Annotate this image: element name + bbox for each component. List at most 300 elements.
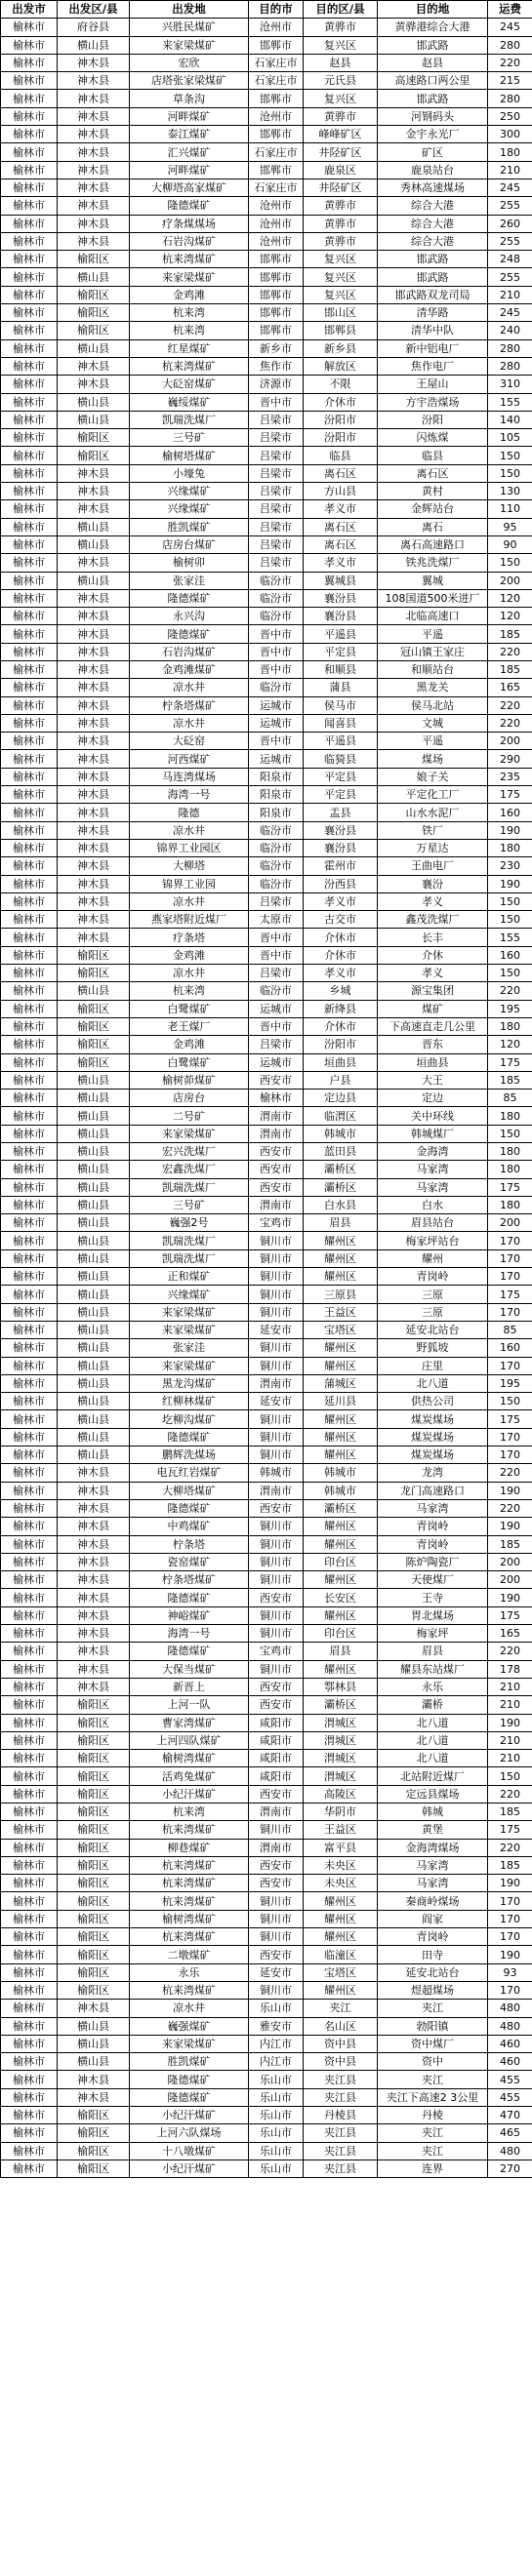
cell-dest-place: 黄村 xyxy=(378,483,488,500)
cell-dest-city: 铜川市 xyxy=(249,1447,304,1464)
cell-freight: 290 xyxy=(488,750,532,768)
cell-freight: 185 xyxy=(488,1071,532,1089)
cell-dest-city: 铜川市 xyxy=(249,1981,304,1999)
cell-dest-city: 西安市 xyxy=(249,1071,304,1089)
cell-freight: 93 xyxy=(488,1963,532,1981)
cell-origin-city: 榆林市 xyxy=(1,1660,58,1678)
table-row xyxy=(1,911,532,929)
cell-dest-district: 平遥县 xyxy=(304,733,378,750)
table-row xyxy=(1,1963,532,1981)
cell-origin-place: 小纪汗煤矿 xyxy=(130,2107,249,2124)
table-row xyxy=(1,2160,532,2177)
cell-origin-district: 横山县 xyxy=(58,1393,130,1410)
cell-dest-city: 临汾市 xyxy=(249,679,304,696)
table-row xyxy=(1,535,532,553)
table-row xyxy=(1,54,532,71)
cell-origin-district: 横山县 xyxy=(58,1178,130,1196)
cell-origin-place: 巍强2号 xyxy=(130,1214,249,1232)
cell-origin-city: 榆林市 xyxy=(1,1125,58,1142)
cell-dest-city: 西安市 xyxy=(249,1499,304,1517)
cell-origin-district: 神木县 xyxy=(58,1482,130,1499)
table-row xyxy=(1,1071,532,1089)
cell-origin-district: 横山县 xyxy=(58,1268,130,1286)
cell-origin-place: 杭来湾煤矿 xyxy=(130,1892,249,1910)
cell-origin-city: 榆林市 xyxy=(1,339,58,357)
table-row xyxy=(1,2071,532,2088)
cell-dest-place: 北八道 xyxy=(378,1714,488,1731)
cell-origin-district: 神木县 xyxy=(58,786,130,804)
cell-dest-place: 白水 xyxy=(378,1196,488,1213)
cell-dest-district: 不限 xyxy=(304,376,378,393)
cell-origin-city: 榆林市 xyxy=(1,1643,58,1660)
table-row xyxy=(1,1393,532,1410)
table-row xyxy=(1,36,532,54)
table-row xyxy=(1,500,532,518)
cell-dest-city: 延安市 xyxy=(249,1393,304,1410)
cell-origin-city: 榆林市 xyxy=(1,1249,58,1267)
cell-freight: 170 xyxy=(488,1268,532,1286)
cell-dest-city: 西安市 xyxy=(249,1178,304,1196)
cell-origin-district: 神木县 xyxy=(58,2071,130,2088)
cell-dest-district: 未央区 xyxy=(304,1875,378,1892)
cell-origin-city: 榆林市 xyxy=(1,1928,58,1946)
cell-freight: 220 xyxy=(488,982,532,1000)
cell-origin-district: 横山县 xyxy=(58,1321,130,1338)
cell-origin-place: 曹家湾煤矿 xyxy=(130,1714,249,1731)
cell-dest-city: 雅安市 xyxy=(249,2017,304,2035)
cell-dest-place: 马家湾 xyxy=(378,1178,488,1196)
cell-origin-place: 隆德煤矿 xyxy=(130,1589,249,1606)
cell-dest-city: 沧州市 xyxy=(249,232,304,250)
cell-origin-city: 榆林市 xyxy=(1,660,58,678)
table-row xyxy=(1,1374,532,1392)
table-row xyxy=(1,625,532,643)
cell-dest-city: 宝鸡市 xyxy=(249,1214,304,1232)
table-row xyxy=(1,554,532,572)
cell-dest-place: 离石高速路口 xyxy=(378,535,488,553)
cell-origin-district: 神木县 xyxy=(58,892,130,910)
cell-origin-place: 大柳塔煤矿 xyxy=(130,1482,249,1499)
cell-dest-place: 北临高速口 xyxy=(378,608,488,625)
cell-origin-place: 隆德煤矿 xyxy=(130,625,249,643)
cell-freight: 220 xyxy=(488,1499,532,1517)
cell-origin-city: 榆林市 xyxy=(1,90,58,107)
cell-origin-district: 神木县 xyxy=(58,2000,130,2017)
cell-dest-district: 邯山区 xyxy=(304,304,378,322)
table-row xyxy=(1,2000,532,2017)
cell-dest-place: 连界 xyxy=(378,2160,488,2177)
table-row xyxy=(1,322,532,339)
cell-dest-city: 运城市 xyxy=(249,1053,304,1071)
cell-freight: 240 xyxy=(488,322,532,339)
cell-origin-place: 黑龙沟煤矿 xyxy=(130,1374,249,1392)
table-row xyxy=(1,786,532,804)
cell-freight: 170 xyxy=(488,1303,532,1321)
cell-dest-place: 长丰 xyxy=(378,929,488,946)
cell-dest-place: 北八道 xyxy=(378,1374,488,1392)
cell-origin-place: 三号矿 xyxy=(130,429,249,447)
cell-dest-district: 华阴市 xyxy=(304,1803,378,1820)
table-row xyxy=(1,447,532,464)
cell-freight: 480 xyxy=(488,2000,532,2017)
cell-dest-city: 吕梁市 xyxy=(249,518,304,535)
cell-origin-city: 榆林市 xyxy=(1,376,58,393)
cell-freight: 465 xyxy=(488,2124,532,2142)
table-row xyxy=(1,1821,532,1839)
cell-dest-city: 石家庄市 xyxy=(249,72,304,90)
cell-origin-district: 横山县 xyxy=(58,1214,130,1232)
table-row xyxy=(1,750,532,768)
cell-origin-district: 横山县 xyxy=(58,36,130,54)
cell-origin-place: 凉水井 xyxy=(130,2000,249,2017)
cell-freight: 190 xyxy=(488,1589,532,1606)
cell-origin-city: 榆林市 xyxy=(1,161,58,178)
cell-origin-city: 榆林市 xyxy=(1,750,58,768)
cell-dest-city: 铜川市 xyxy=(249,1249,304,1267)
table-row xyxy=(1,1678,532,1695)
cell-dest-city: 西安市 xyxy=(249,1143,304,1161)
cell-dest-city: 韩城市 xyxy=(249,1464,304,1482)
cell-dest-district: 平定县 xyxy=(304,768,378,785)
cell-origin-place: 小纪汗煤矿 xyxy=(130,1785,249,1803)
cell-freight: 210 xyxy=(488,1678,532,1695)
cell-origin-district: 神木县 xyxy=(58,679,130,696)
cell-dest-district: 耀州区 xyxy=(304,1928,378,1946)
cell-dest-district: 盂县 xyxy=(304,804,378,821)
table-row xyxy=(1,643,532,660)
cell-dest-city: 邯郸市 xyxy=(249,268,304,286)
cell-origin-place: 杭来湾煤矿 xyxy=(130,357,249,375)
cell-origin-city: 榆林市 xyxy=(1,1428,58,1446)
cell-origin-city: 榆林市 xyxy=(1,1214,58,1232)
table-row xyxy=(1,2107,532,2124)
cell-dest-district: 宝塔区 xyxy=(304,1321,378,1338)
cell-dest-place: 庄里 xyxy=(378,1357,488,1374)
cell-dest-place: 定远县煤场 xyxy=(378,1785,488,1803)
cell-origin-place: 杭来湾煤矿 xyxy=(130,1981,249,1999)
cell-origin-place: 大砭窑 xyxy=(130,733,249,750)
cell-dest-place: 铁兆洗煤厂 xyxy=(378,554,488,572)
cell-dest-city: 咸阳市 xyxy=(249,1750,304,1767)
cell-freight: 220 xyxy=(488,1464,532,1482)
cell-dest-district: 介休市 xyxy=(304,393,378,411)
cell-origin-place: 上河一队 xyxy=(130,1696,249,1714)
cell-freight: 195 xyxy=(488,1374,532,1392)
cell-freight: 160 xyxy=(488,804,532,821)
cell-origin-place: 杭来湾 xyxy=(130,322,249,339)
cell-dest-district: 邯郸县 xyxy=(304,322,378,339)
cell-dest-city: 晋中市 xyxy=(249,660,304,678)
table-row xyxy=(1,19,532,36)
cell-dest-district: 耀州区 xyxy=(304,1660,378,1678)
cell-dest-place: 眉县 xyxy=(378,1643,488,1660)
table-row xyxy=(1,733,532,750)
cell-origin-district: 榆阳区 xyxy=(58,2142,130,2160)
cell-dest-district: 名山区 xyxy=(304,2017,378,2035)
cell-dest-district: 襄汾县 xyxy=(304,839,378,856)
cell-origin-place: 来家梁煤矿 xyxy=(130,1357,249,1374)
table-row xyxy=(1,696,532,714)
table-row xyxy=(1,660,532,678)
cell-dest-district: 夹江县 xyxy=(304,2088,378,2106)
cell-origin-district: 横山县 xyxy=(58,1143,130,1161)
cell-dest-place: 邯武路双龙司局 xyxy=(378,286,488,303)
cell-origin-place: 胜凯煤矿 xyxy=(130,518,249,535)
cell-origin-place: 新晋上 xyxy=(130,1678,249,1695)
cell-freight: 170 xyxy=(488,1892,532,1910)
cell-origin-district: 神木县 xyxy=(58,1499,130,1517)
cell-origin-city: 榆林市 xyxy=(1,733,58,750)
cell-dest-place: 铁厂 xyxy=(378,821,488,839)
cell-freight: 245 xyxy=(488,178,532,196)
cell-origin-place: 中鸡煤矿 xyxy=(130,1518,249,1535)
cell-freight: 245 xyxy=(488,304,532,322)
cell-freight: 90 xyxy=(488,535,532,553)
cell-origin-city: 榆林市 xyxy=(1,1803,58,1820)
cell-origin-place: 大柳塔高家煤矿 xyxy=(130,178,249,196)
cell-origin-district: 神木县 xyxy=(58,126,130,143)
table-row xyxy=(1,1731,532,1749)
cell-dest-place: 煜超煤场 xyxy=(378,1981,488,1999)
cell-origin-city: 榆林市 xyxy=(1,608,58,625)
cell-freight: 280 xyxy=(488,339,532,357)
cell-freight: 210 xyxy=(488,161,532,178)
table-row xyxy=(1,1410,532,1428)
cell-origin-place: 隆德煤矿 xyxy=(130,1428,249,1446)
table-row xyxy=(1,1339,532,1357)
table-row xyxy=(1,1696,532,1714)
cell-dest-place: 黄堡 xyxy=(378,1821,488,1839)
cell-origin-district: 神木县 xyxy=(58,72,130,90)
cell-freight: 155 xyxy=(488,929,532,946)
cell-origin-district: 横山县 xyxy=(58,1125,130,1142)
cell-origin-district: 榆阳区 xyxy=(58,1785,130,1803)
cell-origin-place: 杭来湾 xyxy=(130,1803,249,1820)
cell-freight: 280 xyxy=(488,90,532,107)
cell-origin-city: 榆林市 xyxy=(1,1731,58,1749)
cell-origin-place: 杭来湾煤矿 xyxy=(130,1856,249,1874)
cell-origin-place: 大柳塔 xyxy=(130,857,249,875)
cell-dest-district: 韩城市 xyxy=(304,1482,378,1499)
cell-dest-place: 北八道 xyxy=(378,1731,488,1749)
cell-freight: 175 xyxy=(488,1410,532,1428)
cell-freight: 255 xyxy=(488,232,532,250)
cell-dest-city: 宝鸡市 xyxy=(249,1643,304,1660)
table-row xyxy=(1,90,532,107)
cell-dest-district: 介休市 xyxy=(304,929,378,946)
cell-origin-district: 榆阳区 xyxy=(58,1892,130,1910)
cell-dest-district: 复兴区 xyxy=(304,286,378,303)
cell-origin-district: 榆阳区 xyxy=(58,1821,130,1839)
cell-dest-city: 沧州市 xyxy=(249,197,304,215)
cell-dest-place: 清华路 xyxy=(378,304,488,322)
cell-origin-district: 横山县 xyxy=(58,268,130,286)
cell-dest-city: 临汾市 xyxy=(249,821,304,839)
cell-dest-district: 汾西县 xyxy=(304,875,378,892)
cell-dest-place: 夹江 xyxy=(378,2000,488,2017)
table-row xyxy=(1,429,532,447)
cell-dest-district: 孝义市 xyxy=(304,965,378,982)
cell-dest-city: 乐山市 xyxy=(249,2071,304,2088)
cell-origin-city: 榆林市 xyxy=(1,2053,58,2071)
cell-origin-district: 横山县 xyxy=(58,1249,130,1267)
cell-origin-city: 榆林市 xyxy=(1,1196,58,1213)
cell-origin-place: 石岩沟煤矿 xyxy=(130,643,249,660)
cell-dest-place: 冠山镇王家庄 xyxy=(378,643,488,660)
cell-origin-city: 榆林市 xyxy=(1,2107,58,2124)
cell-origin-district: 横山县 xyxy=(58,1071,130,1089)
cell-dest-city: 吕梁市 xyxy=(249,483,304,500)
cell-dest-district: 黄骅市 xyxy=(304,215,378,232)
cell-origin-place: 大砭窑煤矿 xyxy=(130,376,249,393)
cell-origin-district: 神木县 xyxy=(58,1535,130,1553)
cell-freight: 210 xyxy=(488,1731,532,1749)
cell-origin-city: 榆林市 xyxy=(1,625,58,643)
cell-origin-place: 泰江煤矿 xyxy=(130,126,249,143)
cell-origin-district: 神木县 xyxy=(58,1606,130,1624)
cell-dest-district: 白水县 xyxy=(304,1196,378,1213)
table-row xyxy=(1,2124,532,2142)
cell-origin-city: 榆林市 xyxy=(1,2088,58,2106)
cell-dest-city: 乐山市 xyxy=(249,2142,304,2160)
cell-dest-city: 渭南市 xyxy=(249,1125,304,1142)
cell-dest-district: 离石区 xyxy=(304,518,378,535)
cell-origin-district: 榆阳区 xyxy=(58,1963,130,1981)
cell-freight: 150 xyxy=(488,1125,532,1142)
cell-freight: 460 xyxy=(488,2035,532,2052)
cell-origin-place: 隆德煤矿 xyxy=(130,1643,249,1660)
cell-dest-place: 龙门高速路口 xyxy=(378,1482,488,1499)
cell-freight: 255 xyxy=(488,197,532,215)
cell-origin-district: 横山县 xyxy=(58,1339,130,1357)
cell-freight: 130 xyxy=(488,483,532,500)
cell-dest-place: 介休 xyxy=(378,946,488,964)
cell-origin-city: 榆林市 xyxy=(1,411,58,428)
table-row xyxy=(1,1000,532,1017)
cell-origin-city: 榆林市 xyxy=(1,929,58,946)
cell-dest-place: 鹿泉站台 xyxy=(378,161,488,178)
cell-freight: 220 xyxy=(488,54,532,71)
table-row xyxy=(1,679,532,696)
table-row xyxy=(1,357,532,375)
cell-dest-district: 孝义市 xyxy=(304,554,378,572)
cell-dest-place: 天使煤厂 xyxy=(378,1571,488,1589)
table-row xyxy=(1,72,532,90)
cell-origin-place: 杭来湾煤矿 xyxy=(130,1821,249,1839)
cell-dest-district: 灞桥区 xyxy=(304,1499,378,1517)
cell-origin-place: 张家洼 xyxy=(130,1339,249,1357)
cell-origin-city: 榆林市 xyxy=(1,1553,58,1570)
table-row xyxy=(1,2142,532,2160)
cell-origin-district: 神木县 xyxy=(58,857,130,875)
cell-origin-place: 二号矿 xyxy=(130,1107,249,1125)
cell-origin-city: 榆林市 xyxy=(1,1071,58,1089)
cell-dest-city: 邯郸市 xyxy=(249,322,304,339)
cell-origin-city: 榆林市 xyxy=(1,1410,58,1428)
cell-dest-city: 乐山市 xyxy=(249,2107,304,2124)
cell-freight: 300 xyxy=(488,126,532,143)
cell-dest-district: 夹江县 xyxy=(304,2160,378,2177)
cell-freight: 178 xyxy=(488,1660,532,1678)
cell-origin-place: 河西煤矿 xyxy=(130,750,249,768)
cell-dest-district: 古交市 xyxy=(304,911,378,929)
cell-origin-place: 河畔煤矿 xyxy=(130,107,249,125)
cell-dest-place: 垣曲县 xyxy=(378,1053,488,1071)
cell-origin-city: 榆林市 xyxy=(1,251,58,268)
cell-origin-district: 神木县 xyxy=(58,554,130,572)
cell-origin-city: 榆林市 xyxy=(1,1535,58,1553)
cell-dest-place: 勃阳镇 xyxy=(378,2017,488,2035)
cell-dest-district: 襄汾县 xyxy=(304,821,378,839)
table-row xyxy=(1,1303,532,1321)
cell-dest-district: 元氏县 xyxy=(304,72,378,90)
cell-dest-district: 渭城区 xyxy=(304,1714,378,1731)
cell-dest-place: 资中煤厂 xyxy=(378,2035,488,2052)
cell-dest-city: 铜川市 xyxy=(249,1571,304,1589)
cell-dest-district: 介休市 xyxy=(304,946,378,964)
cell-origin-district: 神木县 xyxy=(58,1571,130,1589)
table-row xyxy=(1,1839,532,1856)
cell-freight: 165 xyxy=(488,1625,532,1643)
table-row xyxy=(1,518,532,535)
cell-dest-place: 资中 xyxy=(378,2053,488,2071)
cell-dest-city: 乐山市 xyxy=(249,2124,304,2142)
cell-origin-place: 海湾一号 xyxy=(130,786,249,804)
cell-origin-place: 凉水井 xyxy=(130,679,249,696)
table-row xyxy=(1,1803,532,1820)
cell-origin-district: 神木县 xyxy=(58,821,130,839)
cell-dest-place: 邯武路 xyxy=(378,268,488,286)
cell-dest-district: 耀州区 xyxy=(304,1606,378,1624)
cell-dest-place: 野狐坡 xyxy=(378,1339,488,1357)
cell-origin-place: 来家梁煤矿 xyxy=(130,1303,249,1321)
cell-origin-district: 榆阳区 xyxy=(58,965,130,982)
cell-origin-district: 榆阳区 xyxy=(58,1839,130,1856)
cell-dest-district: 黄骅市 xyxy=(304,19,378,36)
table-row xyxy=(1,1499,532,1517)
cell-origin-place: 来家梁煤矿 xyxy=(130,1125,249,1142)
cell-freight: 180 xyxy=(488,1161,532,1178)
cell-freight: 170 xyxy=(488,1928,532,1946)
cell-origin-place: 来家梁煤矿 xyxy=(130,2035,249,2052)
cell-dest-city: 内江市 xyxy=(249,2053,304,2071)
cell-origin-place: 兴缘煤矿 xyxy=(130,1286,249,1303)
cell-dest-district: 资中县 xyxy=(304,2035,378,2052)
cell-dest-place: 金海湾 xyxy=(378,1143,488,1161)
cell-origin-place: 石岩沟煤矿 xyxy=(130,232,249,250)
cell-dest-city: 晋中市 xyxy=(249,929,304,946)
cell-dest-city: 铜川市 xyxy=(249,1339,304,1357)
cell-origin-city: 榆林市 xyxy=(1,1447,58,1464)
cell-dest-district: 赵县 xyxy=(304,54,378,71)
cell-origin-district: 榆阳区 xyxy=(58,1910,130,1927)
cell-dest-city: 铜川市 xyxy=(249,1553,304,1570)
cell-origin-city: 榆林市 xyxy=(1,1482,58,1499)
cell-dest-city: 晋中市 xyxy=(249,393,304,411)
cell-origin-district: 神木县 xyxy=(58,589,130,607)
cell-dest-city: 吕梁市 xyxy=(249,500,304,518)
cell-origin-city: 榆林市 xyxy=(1,1107,58,1125)
cell-freight: 175 xyxy=(488,1178,532,1196)
table-row xyxy=(1,143,532,161)
cell-dest-city: 石家庄市 xyxy=(249,143,304,161)
cell-origin-district: 榆阳区 xyxy=(58,1803,130,1820)
cell-origin-district: 神木县 xyxy=(58,1518,130,1535)
cell-dest-district: 霍州市 xyxy=(304,857,378,875)
cell-dest-city: 吕梁市 xyxy=(249,965,304,982)
cell-freight: 200 xyxy=(488,733,532,750)
cell-dest-district: 黄骅市 xyxy=(304,107,378,125)
